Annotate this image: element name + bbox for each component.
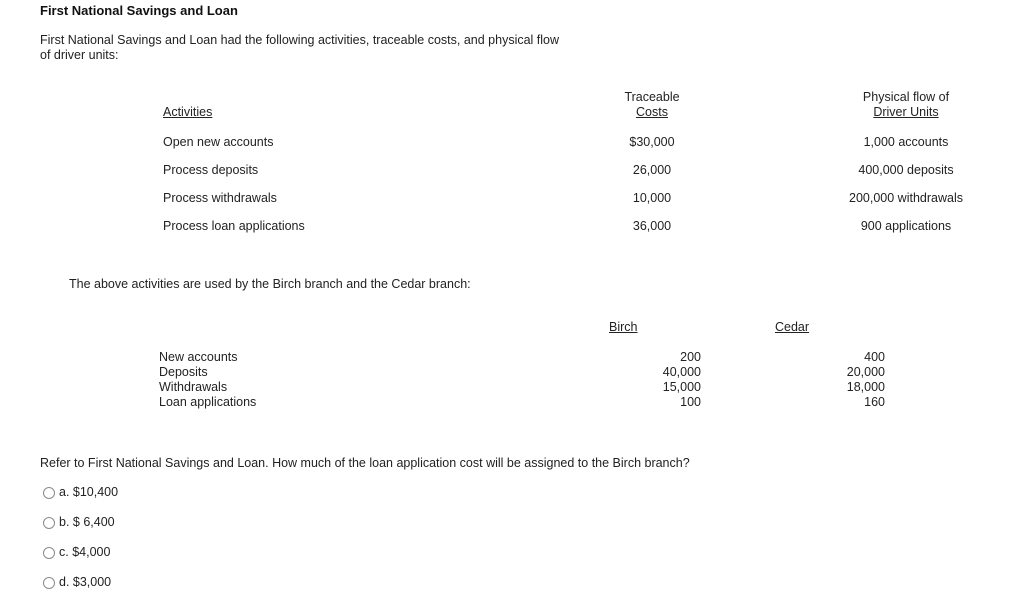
option-label: b. $ 6,400	[59, 515, 115, 529]
driver-cell: 1,000 accounts	[863, 135, 949, 149]
intro-text: First National Savings and Loan had the following activities, traceable costs, and physical flow of driver units:	[40, 33, 560, 62]
header-cedar: Cedar	[775, 320, 810, 334]
option-a[interactable]	[43, 484, 118, 500]
header-costs-line1: Traceable	[624, 90, 680, 104]
cost-cell: 26,000	[632, 163, 672, 177]
activity-cell: Open new accounts	[163, 135, 274, 149]
cedar-value: 160	[864, 395, 885, 409]
cost-cell: 36,000	[632, 219, 672, 233]
branch-row-label: New accounts	[159, 350, 238, 364]
branch-row-label: Withdrawals	[159, 380, 228, 394]
activity-cell: Process loan applications	[163, 219, 305, 233]
birch-value: 15,000	[662, 380, 701, 394]
birch-value: 40,000	[662, 365, 701, 379]
driver-cell: 200,000 withdrawals	[849, 191, 963, 205]
radio-button[interactable]	[43, 547, 55, 559]
branch-row-label: Loan applications	[159, 395, 257, 409]
activity-cell: Process withdrawals	[163, 191, 277, 205]
radio-button[interactable]	[43, 517, 55, 529]
header-birch: Birch	[609, 320, 638, 334]
driver-cell: 900 applications	[860, 219, 952, 233]
option-label: a. $10,400	[59, 485, 119, 499]
branch-row-label: Deposits	[159, 365, 208, 379]
cedar-value: 20,000	[846, 365, 885, 379]
cost-cell: $30,000	[629, 135, 675, 149]
header-driver-line1: Physical flow of	[862, 90, 950, 104]
header-activities: Activities	[163, 105, 213, 119]
cost-cell: 10,000	[632, 191, 672, 205]
option-d[interactable]	[43, 574, 111, 590]
option-c[interactable]	[43, 544, 110, 560]
birch-value: 100	[680, 395, 701, 409]
radio-button[interactable]	[43, 487, 55, 499]
page-title: First National Savings and Loan	[40, 3, 238, 18]
birch-value: 200	[680, 350, 701, 364]
option-label: d. $3,000	[59, 575, 112, 589]
radio-button[interactable]	[43, 577, 55, 589]
header-driver-line2: Driver Units	[873, 105, 939, 119]
activity-cell: Process deposits	[163, 163, 259, 177]
driver-cell: 400,000 deposits	[858, 163, 954, 177]
header-costs-line2: Costs	[636, 105, 668, 119]
option-b[interactable]	[43, 514, 115, 530]
question-text: Refer to First National Savings and Loan. How much of the loan application cost will be assigned to the Birch branch?	[40, 456, 690, 470]
cedar-value: 400	[864, 350, 885, 364]
option-label: c. $4,000	[59, 545, 111, 559]
branches-intro: The above activities are used by the Birch branch and the Cedar branch:	[69, 277, 471, 291]
cedar-value: 18,000	[846, 380, 885, 394]
